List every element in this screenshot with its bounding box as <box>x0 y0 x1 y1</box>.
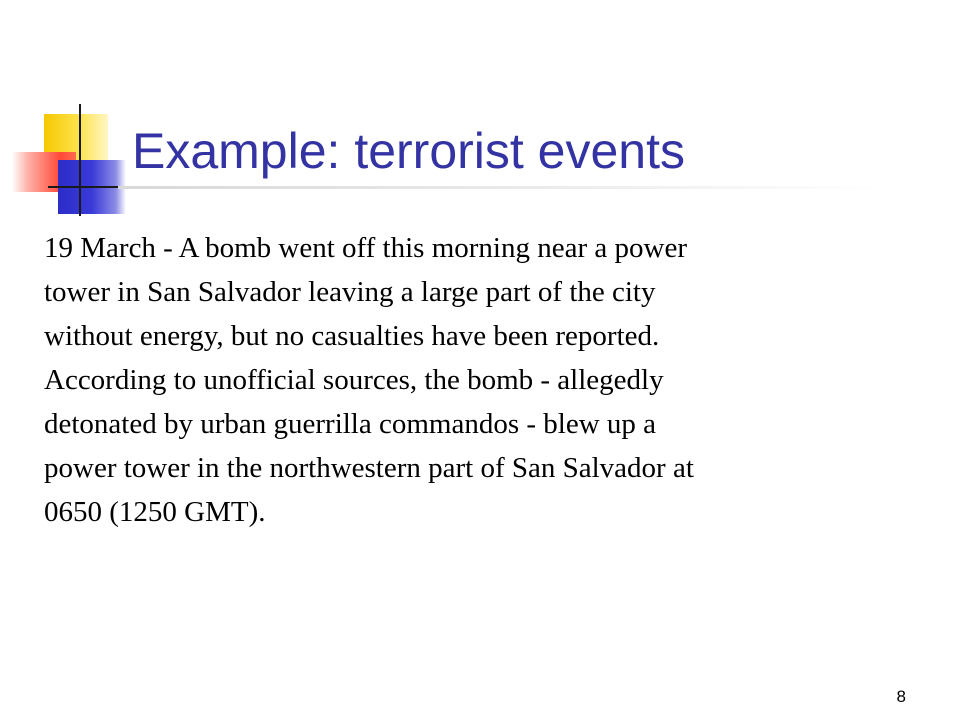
title-underline <box>118 186 878 189</box>
body-line: without energy, but no casualties have been reported. <box>44 320 660 352</box>
body-line: 0650 (1250 GMT). <box>44 496 266 528</box>
body-line: detonated by urban guerrilla commandos - blew up a <box>44 408 657 440</box>
decorative-logo <box>0 0 140 230</box>
body-line: tower in San Salvador leaving a large part of the city <box>44 276 656 308</box>
body-line: power tower in the northwestern part of San Salvador at <box>44 452 694 484</box>
page-number: 8 <box>896 687 906 706</box>
slide-title: Example: terrorist events <box>132 123 685 179</box>
body-line: According to unofficial sources, the bomb - allegedly <box>44 364 664 396</box>
body-line: 19 March - A bomb went off this morning near a power <box>44 232 687 264</box>
vertical-line <box>79 104 81 216</box>
body-paragraph <box>44 226 894 534</box>
